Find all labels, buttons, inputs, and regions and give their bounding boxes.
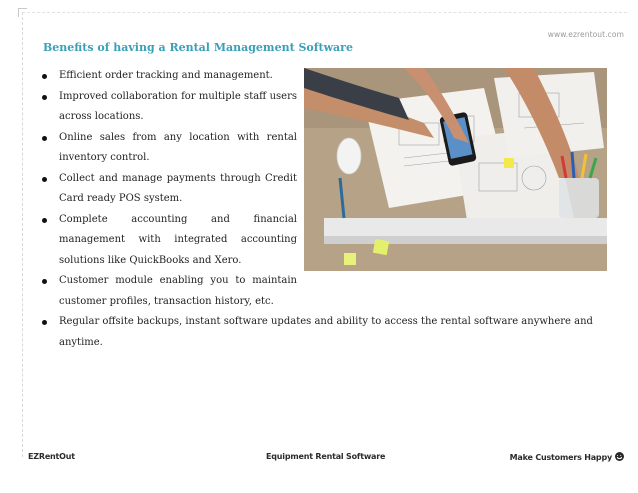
footer-product: Equipment Rental Software [266, 452, 386, 461]
list-item-text: Regular offsite backups, instant software updates and ability to access the rental software anywhere and anytime. [59, 316, 593, 348]
list-item [40, 312, 600, 353]
list-item-text: Complete accounting and financial management with integrated accounting solutions like QuickBooks and Xero. [59, 213, 297, 266]
list-item [40, 128, 600, 169]
footer-tagline [510, 452, 624, 462]
bullet-icon [42, 74, 47, 79]
page-title: Benefits of having a Rental Management Software [43, 41, 353, 54]
site-url: www.ezrentout.com [547, 30, 624, 39]
list-item-text: Online sales from any location with rental inventory control. [59, 131, 297, 163]
bullet-icon [42, 218, 47, 223]
list-item-text: Customer module enabling you to maintain customer profiles, transaction history, etc. [59, 275, 297, 307]
benefits-list [40, 66, 600, 353]
bullet-icon [42, 320, 47, 325]
list-item [40, 271, 600, 312]
list-item [40, 87, 600, 128]
list-item [40, 210, 600, 272]
list-item [40, 66, 600, 87]
bullet-icon [42, 279, 47, 284]
list-item-text: Improved collaboration for multiple staff users across locations. [59, 90, 297, 122]
list-item-text: Efficient order tracking and management. [59, 70, 273, 81]
bullet-icon [42, 177, 47, 182]
list-item [40, 169, 600, 210]
smiley-icon [615, 452, 624, 461]
footer-brand: EZRentOut [28, 452, 75, 461]
bullet-icon [42, 136, 47, 141]
bullet-icon [42, 95, 47, 100]
list-item-text: Collect and manage payments through Credit Card ready POS system. [59, 172, 297, 204]
footer-tagline-text: Make Customers Happy [509, 453, 612, 462]
